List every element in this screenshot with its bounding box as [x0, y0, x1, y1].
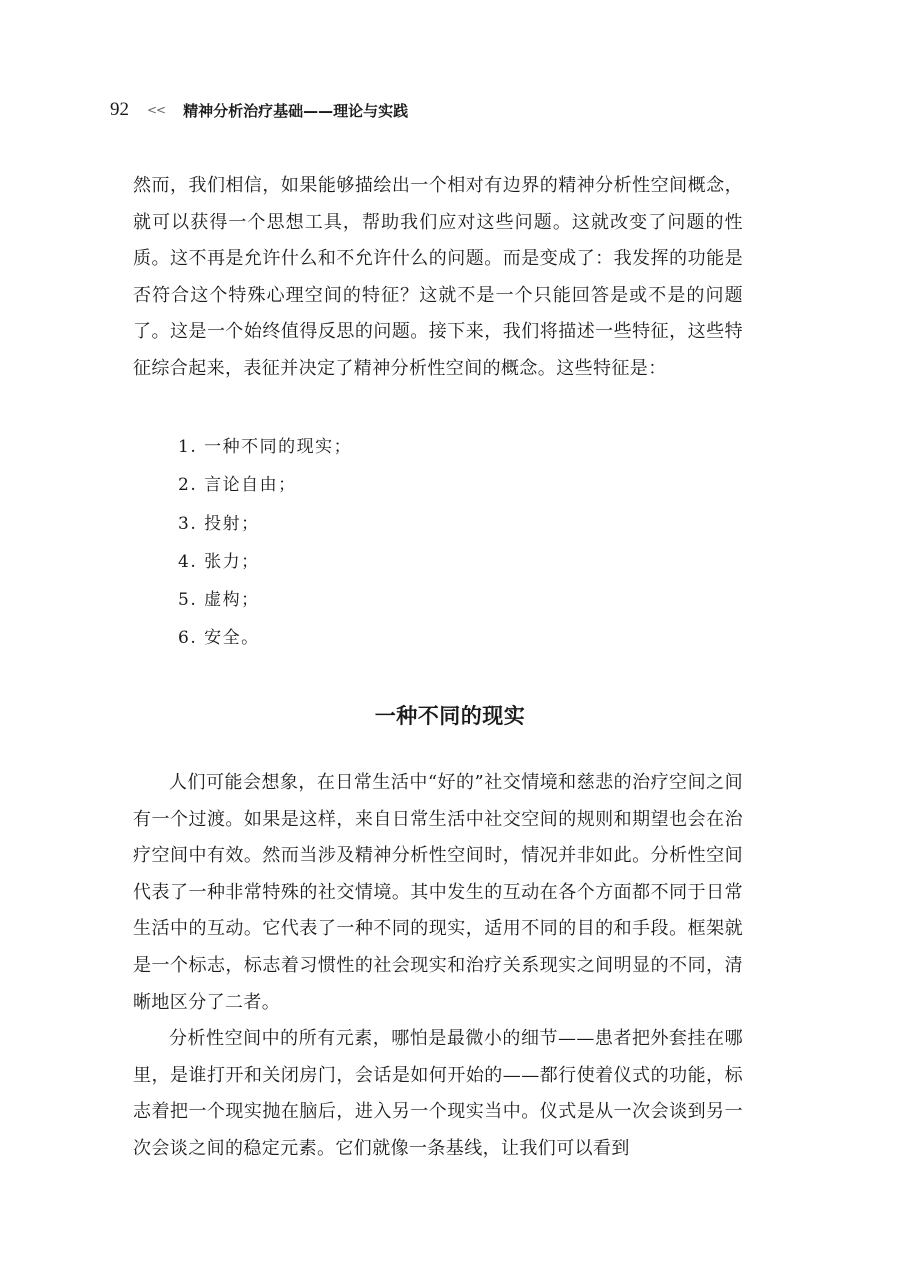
list-item: 2. 言论自由； — [178, 475, 297, 496]
list-item: 5. 虚构； — [178, 590, 260, 611]
features-list — [178, 428, 352, 658]
page-header — [110, 98, 408, 122]
list-item: 1. 一种不同的现实； — [178, 437, 353, 457]
section-paragraph: 人们可能会想象，在日常生活中“好的”社交情境和慈悲的治疗空间之间有一个过渡。如果是这样，来自日常生活中社交空间的规则和期望也会在治疗空间中有效。然而当涉及精神分析性空间时，情况并非如此。分析性空间代表了一种非常特殊的社交情境。其中发生的互动在各个方面都不同于日常生活中的互动。它代表了一种不同的现实，适用不同的目的和手段。框架就是一个标志，标志着习惯性的社会现实和治疗关系现实之间明显的不同，清晰地区分了二者。 — [133, 772, 743, 1013]
page-number: 92 — [110, 99, 129, 120]
section-heading: 一种不同的现实 — [374, 704, 526, 728]
section-paragraph: 分析性空间中的所有元素，哪怕是最微小的细节——患者把外套挂在哪里，是谁打开和关闭房门，会话是如何开始的——都行使着仪式的功能，标志着把一个现实抛在脑后，进入另一个现实当中。仪式是从一次会谈到另一次会谈之间的稳定元素。它们就像一条基线，让我们可以看到 — [133, 1028, 743, 1159]
section-body — [133, 765, 743, 1168]
header-chevron-icon: << — [147, 103, 166, 117]
list-item: 6. 安全。 — [178, 628, 260, 649]
intro-paragraph: 然而，我们相信，如果能够描绘出一个相对有边界的精神分析性空间概念，就可以获得一个思想工具，帮助我们应对这些问题。这就改变了问题的性质。这不再是允许什么和不允许什么的问题。而是变成了：我发挥的功能是否符合这个特殊心理空间的特征？这就不是一个只能回答是或不是的问题了。这是一个始终值得反思的问题。接下来，我们将描述一些特征，这些特征综合起来，表征并决定了精神分析性空间的概念。这些特征是： — [133, 175, 743, 379]
list-item: 4. 张力； — [178, 551, 260, 572]
list-item: 3. 投射； — [178, 513, 260, 534]
running-title: 精神分析治疗基础——理论与实践 — [183, 101, 409, 120]
